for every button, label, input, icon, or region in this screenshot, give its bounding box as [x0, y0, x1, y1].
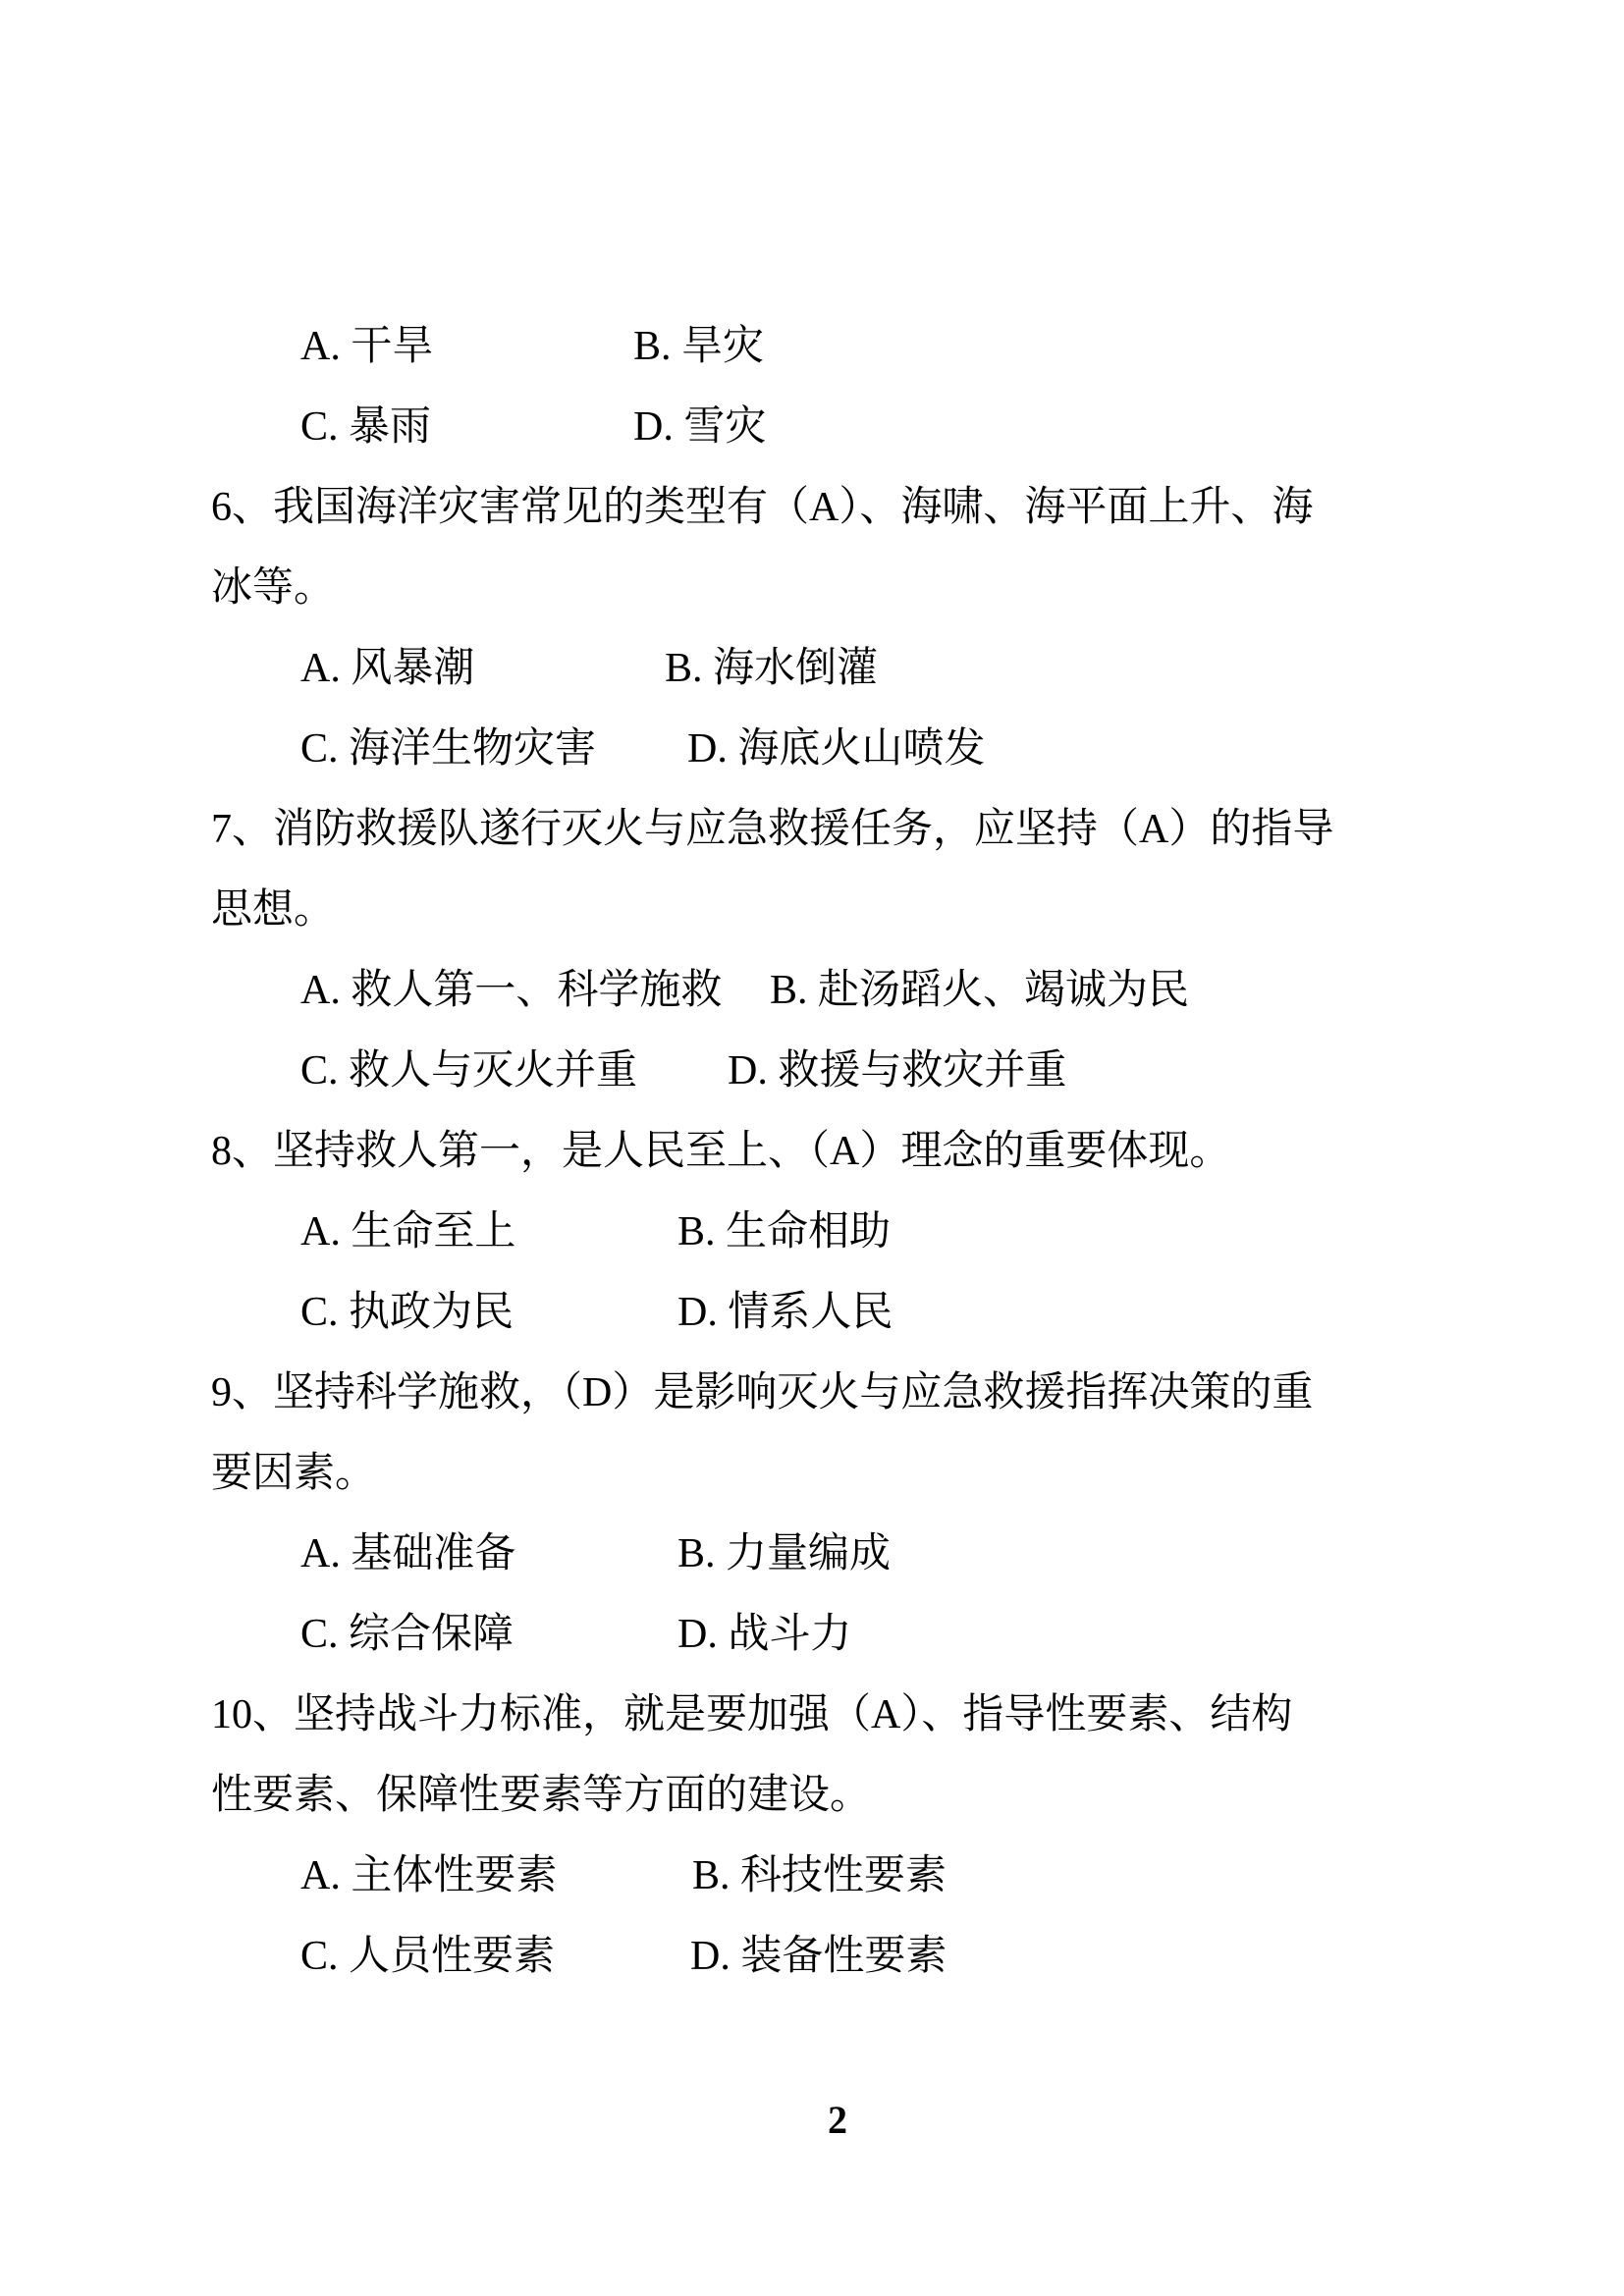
option-c: C. 救人与灭火并重: [300, 1048, 638, 1094]
question-stem-line: 7、消防救援队遂行灭火与应急救援任务，应坚持（A）的指导: [211, 807, 1334, 852]
option-a: A. 救人第一、科学施救: [300, 968, 723, 1013]
option-row: [211, 1192, 1473, 1272]
option-a: A. 基础准备: [300, 1531, 516, 1576]
question-stem-line: 冰等。: [211, 565, 336, 611]
question-stem-line: 9、坚持科学施救，（D）是影响灭火与应急救援指挥决策的重: [211, 1370, 1314, 1415]
question-stem-line: 10、坚持战斗力标准，就是要加强（A）、指导性要素、结构: [211, 1692, 1293, 1737]
option-row: [211, 1916, 1473, 1997]
option-b: B. 海水倒灌: [665, 646, 879, 691]
option-a: A. 生命至上: [300, 1209, 516, 1255]
question-stem-line: 要因素。: [211, 1451, 377, 1496]
option-c: C. 执政为民: [300, 1290, 514, 1335]
option-row: [211, 950, 1473, 1031]
option-row: [211, 628, 1473, 709]
question-stem-line: 性要素、保障性要素等方面的建设。: [211, 1773, 872, 1818]
option-b: B. 力量编成: [677, 1531, 892, 1576]
option-row: [211, 1594, 1473, 1675]
option-row: [211, 306, 1473, 387]
question-stem-line: 思想。: [211, 887, 336, 933]
option-d: D. 装备性要素: [690, 1934, 947, 1979]
option-d: D. 情系人民: [677, 1290, 893, 1335]
exam-text-block: [211, 306, 1473, 1997]
option-b: B. 科技性要素: [692, 1853, 947, 1898]
page-number: 2: [828, 2098, 847, 2142]
option-row: [211, 1514, 1473, 1594]
option-row: [211, 1836, 1473, 1916]
option-row: [211, 1031, 1473, 1111]
option-c: C. 暴雨: [300, 404, 432, 450]
question-stem-line: 6、我国海洋灾害常见的类型有（A）、海啸、海平面上升、海: [211, 485, 1314, 530]
option-d: D. 救援与救灾并重: [728, 1048, 1067, 1094]
option-d: D. 海底火山喷发: [687, 726, 986, 772]
option-c: C. 人员性要素: [300, 1934, 556, 1979]
option-a: A. 主体性要素: [300, 1853, 558, 1898]
option-a: A. 干旱: [300, 324, 434, 369]
option-b: B. 赴汤蹈火、竭诚为民: [770, 968, 1190, 1013]
option-d: D. 战斗力: [677, 1612, 852, 1657]
option-row: [211, 387, 1473, 467]
option-row: [211, 1272, 1473, 1353]
option-b: B. 生命相助: [677, 1209, 892, 1255]
option-row: [211, 709, 1473, 789]
option-a: A. 风暴潮: [300, 646, 475, 691]
question-stem-line: 8、坚持救人第一，是人民至上、（A）理念的重要体现。: [211, 1129, 1231, 1174]
option-b: B. 旱灾: [633, 324, 765, 369]
option-d: D. 雪灾: [633, 404, 767, 450]
option-c: C. 综合保障: [300, 1612, 514, 1657]
option-c: C. 海洋生物灾害: [300, 726, 597, 772]
